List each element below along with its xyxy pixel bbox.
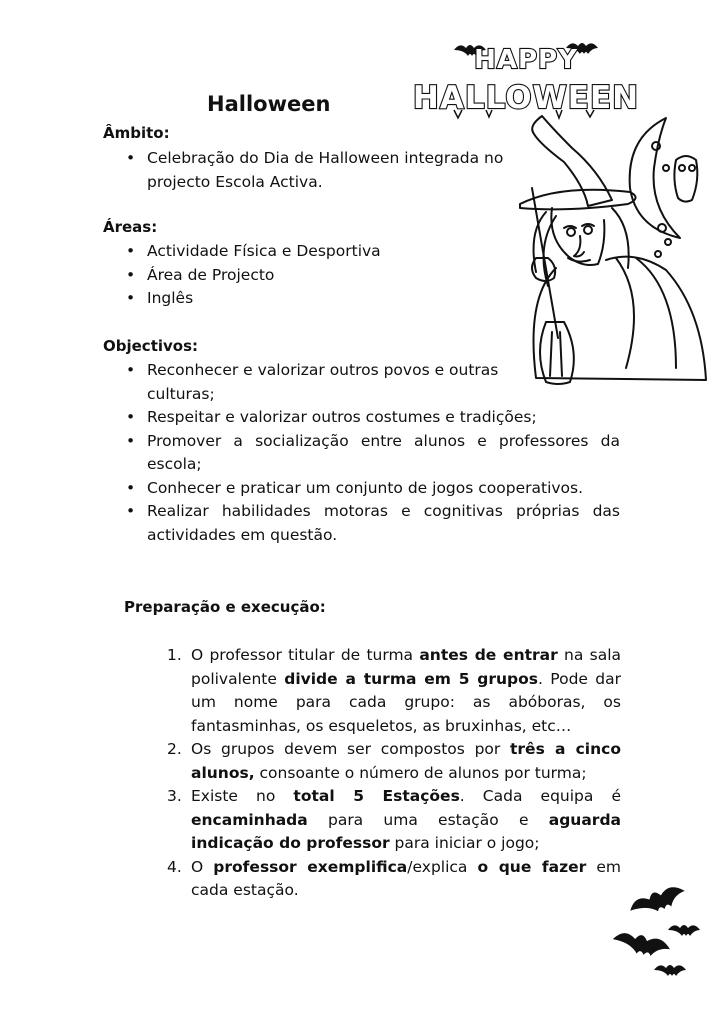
bat-icon <box>611 930 671 959</box>
step-text: /explica <box>407 857 478 876</box>
preparacao-heading: Preparação e execução: <box>124 598 326 616</box>
list-item: • Celebração do Dia de Halloween integrada no projecto Escola Activa. <box>126 147 518 194</box>
happy-halloween-logo <box>412 30 640 120</box>
bold-text: professor exemplifica <box>213 857 408 876</box>
areas-list <box>126 240 518 311</box>
bats-decoration <box>604 880 714 990</box>
logo-line1: HAPPY <box>474 45 578 75</box>
step-number: 3. <box>167 787 182 805</box>
step-item <box>167 738 621 785</box>
ambito-list <box>126 147 518 194</box>
areas-heading: Áreas: <box>103 218 158 236</box>
step-text: consoante o número de alunos por turma; <box>254 763 587 782</box>
objectivos-heading: Objectivos: <box>103 337 199 355</box>
list-item: • Reconhecer e valorizar outros povos e outras culturas; <box>126 359 520 406</box>
step-text: O professor titular de turma <box>191 646 420 664</box>
step-text: para uma estação e <box>307 810 549 829</box>
bold-text: encaminhada <box>191 810 308 829</box>
list-item: • Promover a socialização entre alunos e professores da escola; <box>126 430 620 477</box>
witch-illustration <box>516 108 722 390</box>
step-text: em cada estação. <box>191 857 621 899</box>
preparacao-steps <box>167 644 621 903</box>
step-text: . Cada equipa é <box>459 787 621 805</box>
ambito-heading: Âmbito: <box>103 124 170 142</box>
page-title: Halloween <box>207 92 331 116</box>
step-text: na sala polivalente <box>191 646 622 688</box>
bat-icon <box>668 925 700 936</box>
list-item: • Actividade Física e Desportiva <box>126 240 518 264</box>
bat-icon <box>627 882 688 920</box>
bold-text: divide a turma em 5 grupos <box>284 669 539 688</box>
list-item: • Inglês <box>126 287 518 311</box>
step-number: 4. <box>167 857 182 876</box>
bat-icon <box>654 965 686 976</box>
list-item: • Realizar habilidades motoras e cognitivas próprias das actividades em questão. <box>126 500 620 547</box>
objectivos-list <box>126 359 620 547</box>
bold-text: o que fazer <box>477 857 587 876</box>
step-text: para iniciar o jogo; <box>389 834 540 852</box>
step-text: Os grupos devem ser compostos por <box>191 740 510 758</box>
logo-line2: HALLOWEEN <box>412 80 640 116</box>
bold-text: total 5 Estações <box>293 787 460 805</box>
step-item <box>167 785 621 856</box>
step-text: . Pode dar um nome para cada grupo: as abóboras, os fantasminhas, os esqueletos, as bruxinhas, etc… <box>191 669 621 735</box>
list-item: • Respeitar e valorizar outros costumes e tradições; <box>126 406 620 430</box>
bold-text: três a cinco alunos, <box>191 740 621 782</box>
step-number: 1. <box>167 646 182 664</box>
step-text: O <box>191 857 214 876</box>
bold-text: antes de entrar <box>419 646 558 664</box>
step-item <box>167 856 621 903</box>
list-item: • Conhecer e praticar um conjunto de jogos cooperativos. <box>126 477 620 501</box>
bold-text: aguarda indicação do professor <box>191 810 621 852</box>
step-text: Existe no <box>191 787 294 805</box>
step-item <box>167 644 621 738</box>
list-item: • Área de Projecto <box>126 264 518 288</box>
step-number: 2. <box>167 740 182 758</box>
